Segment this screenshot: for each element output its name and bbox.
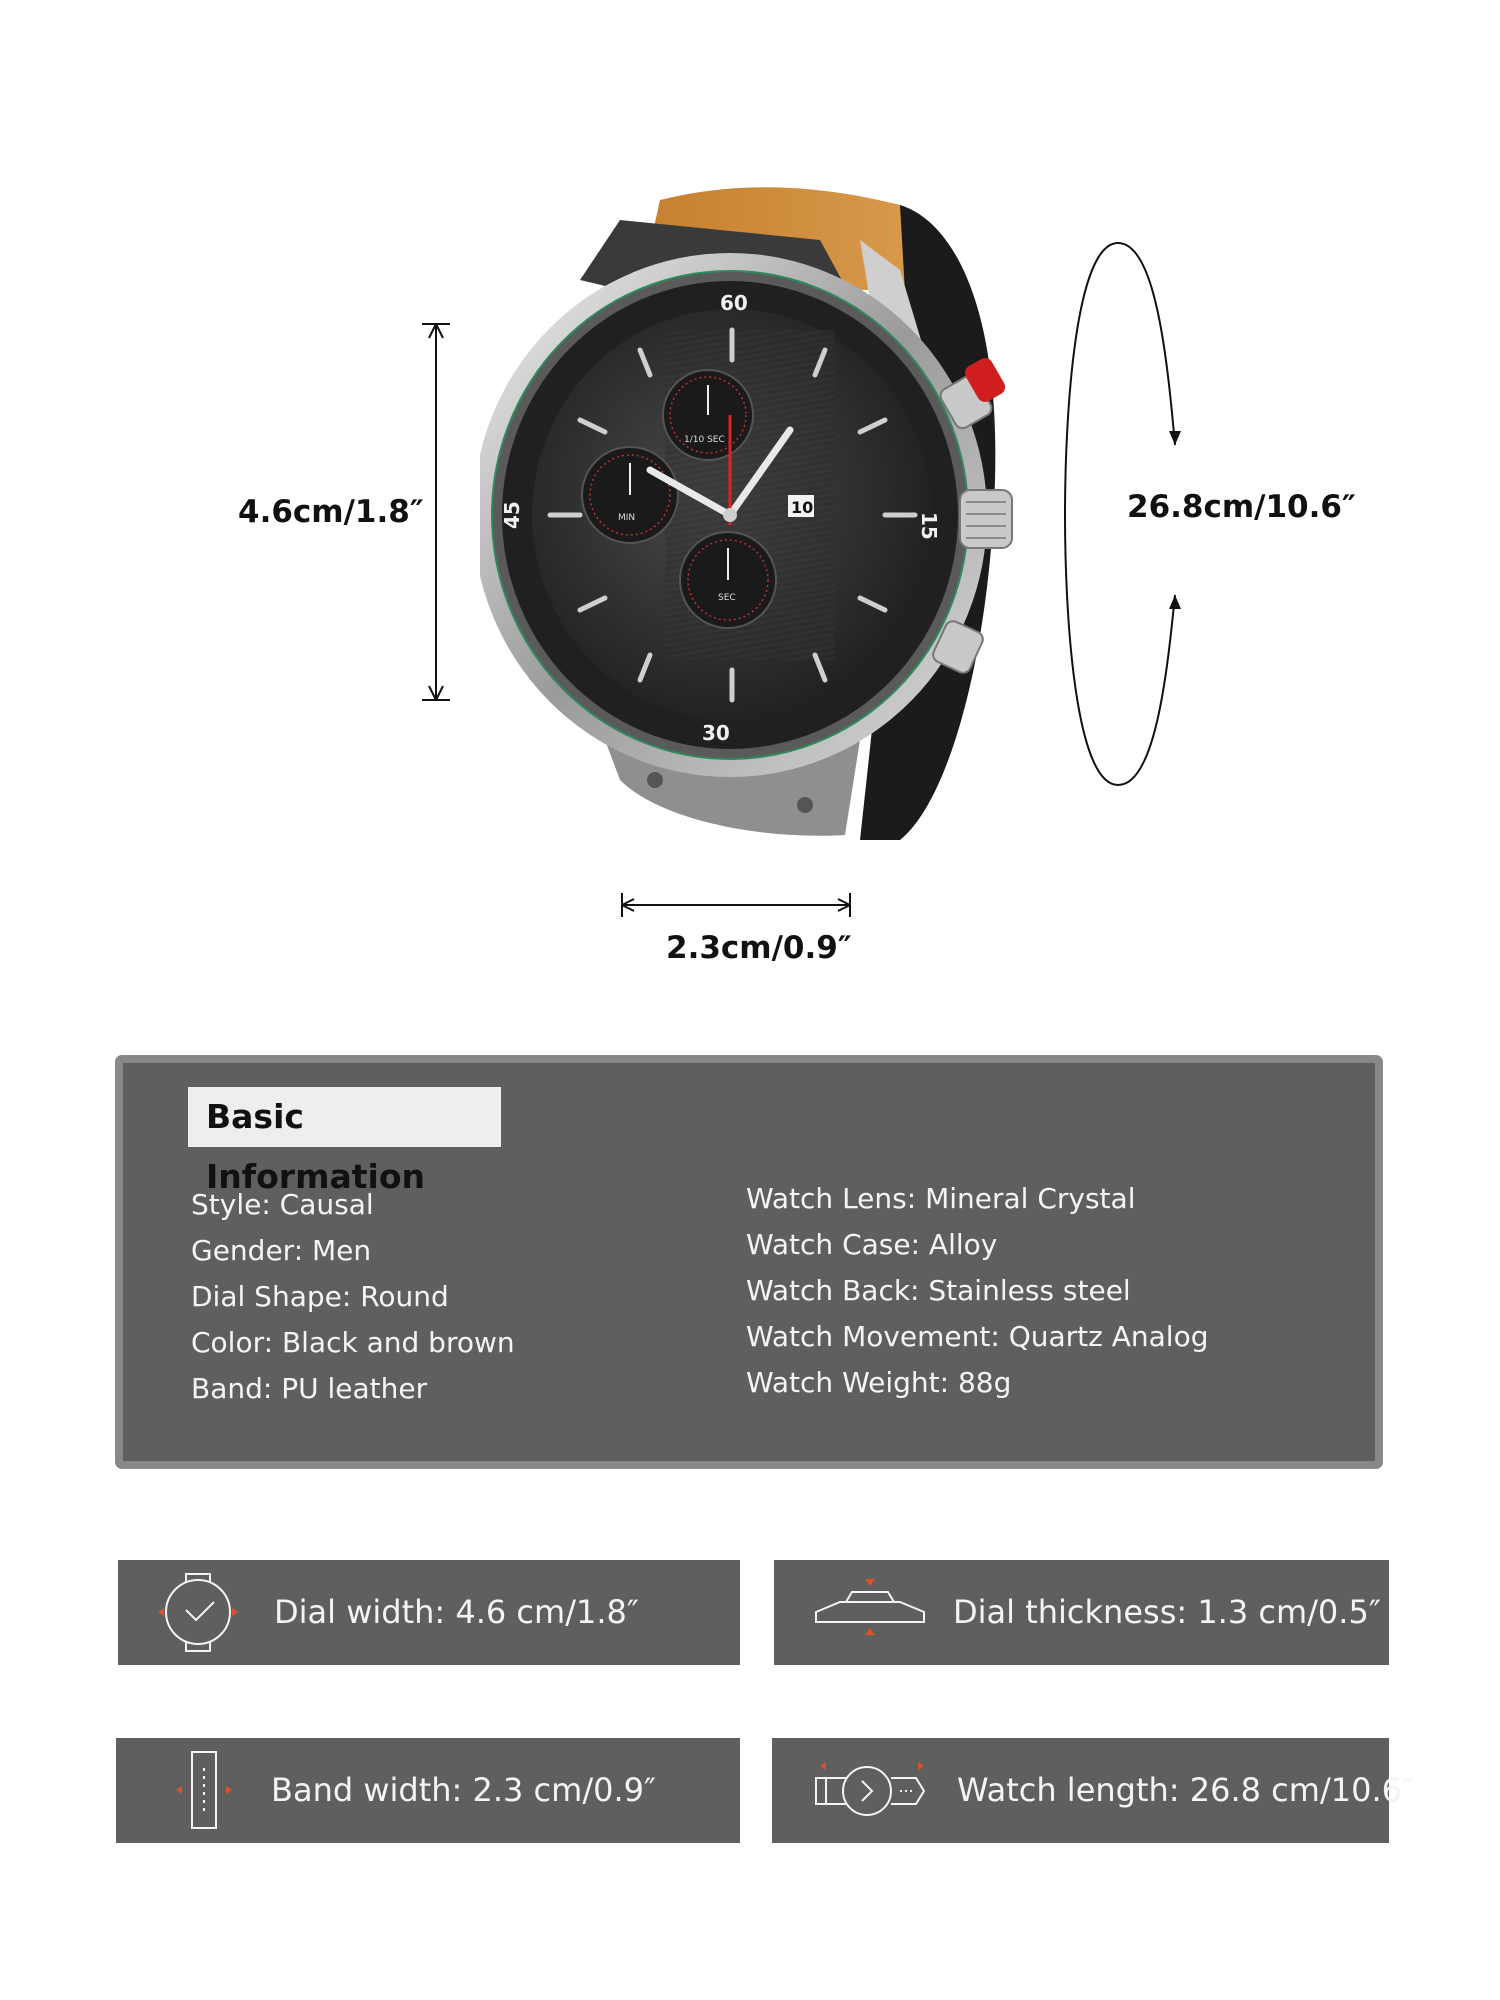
bezel-45: 45 <box>500 501 524 529</box>
thickness-icon <box>812 1560 928 1665</box>
basic-info-left-column <box>191 1182 515 1412</box>
band-width-arrow <box>618 890 854 920</box>
bezel-60: 60 <box>720 291 748 315</box>
band-width-spec <box>116 1738 740 1843</box>
basic-info-panel <box>115 1055 1383 1469</box>
basic-info-right-column <box>746 1176 1209 1406</box>
info-watch-back: Watch Back: Stainless steel <box>746 1274 1131 1307</box>
band-width-text: Band width: 2.3 cm/0.9″ <box>271 1771 656 1809</box>
band-icon <box>172 1738 236 1843</box>
info-color: Color: Black and brown <box>191 1326 515 1359</box>
subdial-bottom-label: SEC <box>718 593 736 603</box>
bezel-15: 15 <box>917 512 941 540</box>
dial-height-label: 4.6cm/1.8″ <box>238 494 424 530</box>
info-watch-lens: Watch Lens: Mineral Crystal <box>746 1182 1136 1215</box>
watch-product-image <box>480 180 1040 860</box>
dial-thickness-spec <box>774 1560 1389 1665</box>
length-label: 26.8cm/10.6″ <box>1127 489 1356 525</box>
info-watch-weight: Watch Weight: 88g <box>746 1366 1012 1399</box>
band-width-label: 2.3cm/0.9″ <box>666 930 852 966</box>
watch-face-icon <box>156 1560 240 1665</box>
info-gender: Gender: Men <box>191 1234 372 1267</box>
dial-thickness-text: Dial thickness: 1.3 cm/0.5″ <box>953 1593 1381 1631</box>
subdial-left-label: MIN <box>618 513 636 523</box>
info-watch-movement: Watch Movement: Quartz Analog <box>746 1320 1209 1353</box>
info-style: Style: Causal <box>191 1188 374 1221</box>
info-dial-shape: Dial Shape: Round <box>191 1280 449 1313</box>
watch-length-icon <box>812 1738 932 1843</box>
subdial-top-label: 1/10 SEC <box>684 435 725 445</box>
info-band: Band: PU leather <box>191 1372 428 1405</box>
info-watch-case: Watch Case: Alloy <box>746 1228 998 1261</box>
dial-width-spec <box>118 1560 740 1665</box>
basic-info-title: Basic Information <box>188 1087 501 1147</box>
date-window: 10 <box>791 498 814 517</box>
dial-width-text: Dial width: 4.6 cm/1.8″ <box>274 1593 639 1631</box>
watch-length-text: Watch length: 26.8 cm/10.6″ <box>957 1771 1414 1809</box>
bezel-30: 30 <box>702 721 730 745</box>
watch-length-spec <box>772 1738 1414 1843</box>
